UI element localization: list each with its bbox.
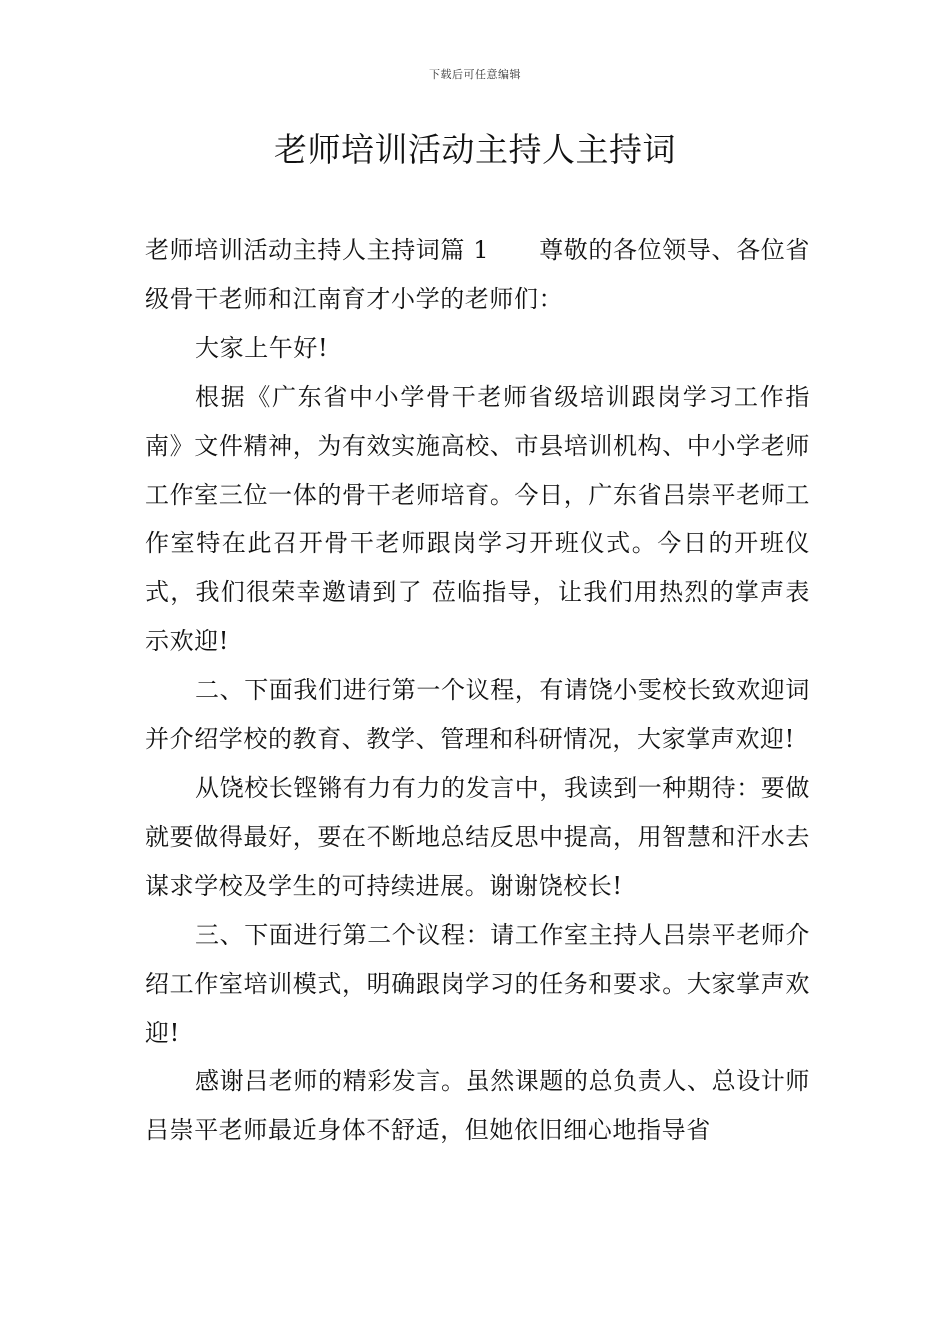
document-body — [145, 226, 810, 1155]
paragraph-thanks-teacher: 感谢吕老师的精彩发言。虽然课题的总负责人、总设计师吕崇平老师最近身体不舒适，但她依旧细心地指导省 — [145, 1067, 810, 1145]
paragraph-agenda-two: 三、下面进行第二个议程：请工作室主持人吕崇平老师介绍工作室培训模式，明确跟岗学习的任务和要求。大家掌声欢迎! — [145, 920, 810, 1047]
document-title: 老师培训活动主持人主持词 — [274, 130, 676, 169]
salutation: 尊敬的各位领导、各位省级骨干老师和江南育才小学的老师们： — [145, 236, 810, 313]
header-note: 下载后可任意编辑 — [429, 68, 521, 81]
paragraph-opening-ceremony: 根据《广东省中小学骨干老师省级培训跟岗学习工作指南》文件精神，为有效实施高校、市县培训机构、中小学老师工作室三位一体的骨干老师培育。今日，广东省吕崇平老师工作室特在此召开骨干老师跟岗学习开班仪式。今日的开班仪式，我们很荣幸邀请到了 莅临指导，让我们用热烈的掌声表示欢迎! — [145, 382, 810, 656]
paragraph-greeting: 大家上午好! — [195, 333, 329, 362]
paragraph-thanks-principal: 从饶校长铿锵有力有力的发言中，我读到一种期待：要做就要做得最好，要在不断地总结反思中提高，用智慧和汗水去谋求学校及学生的可持续进展。谢谢饶校长! — [145, 773, 810, 900]
opening-paragraph — [145, 226, 810, 324]
paragraph-agenda-one: 二、下面我们进行第一个议程，有请饶小雯校长致欢迎词并介绍学校的教育、教学、管理和科研情况，大家掌声欢迎! — [145, 676, 810, 754]
section-label: 老师培训活动主持人主持词篇 1 — [145, 236, 490, 264]
